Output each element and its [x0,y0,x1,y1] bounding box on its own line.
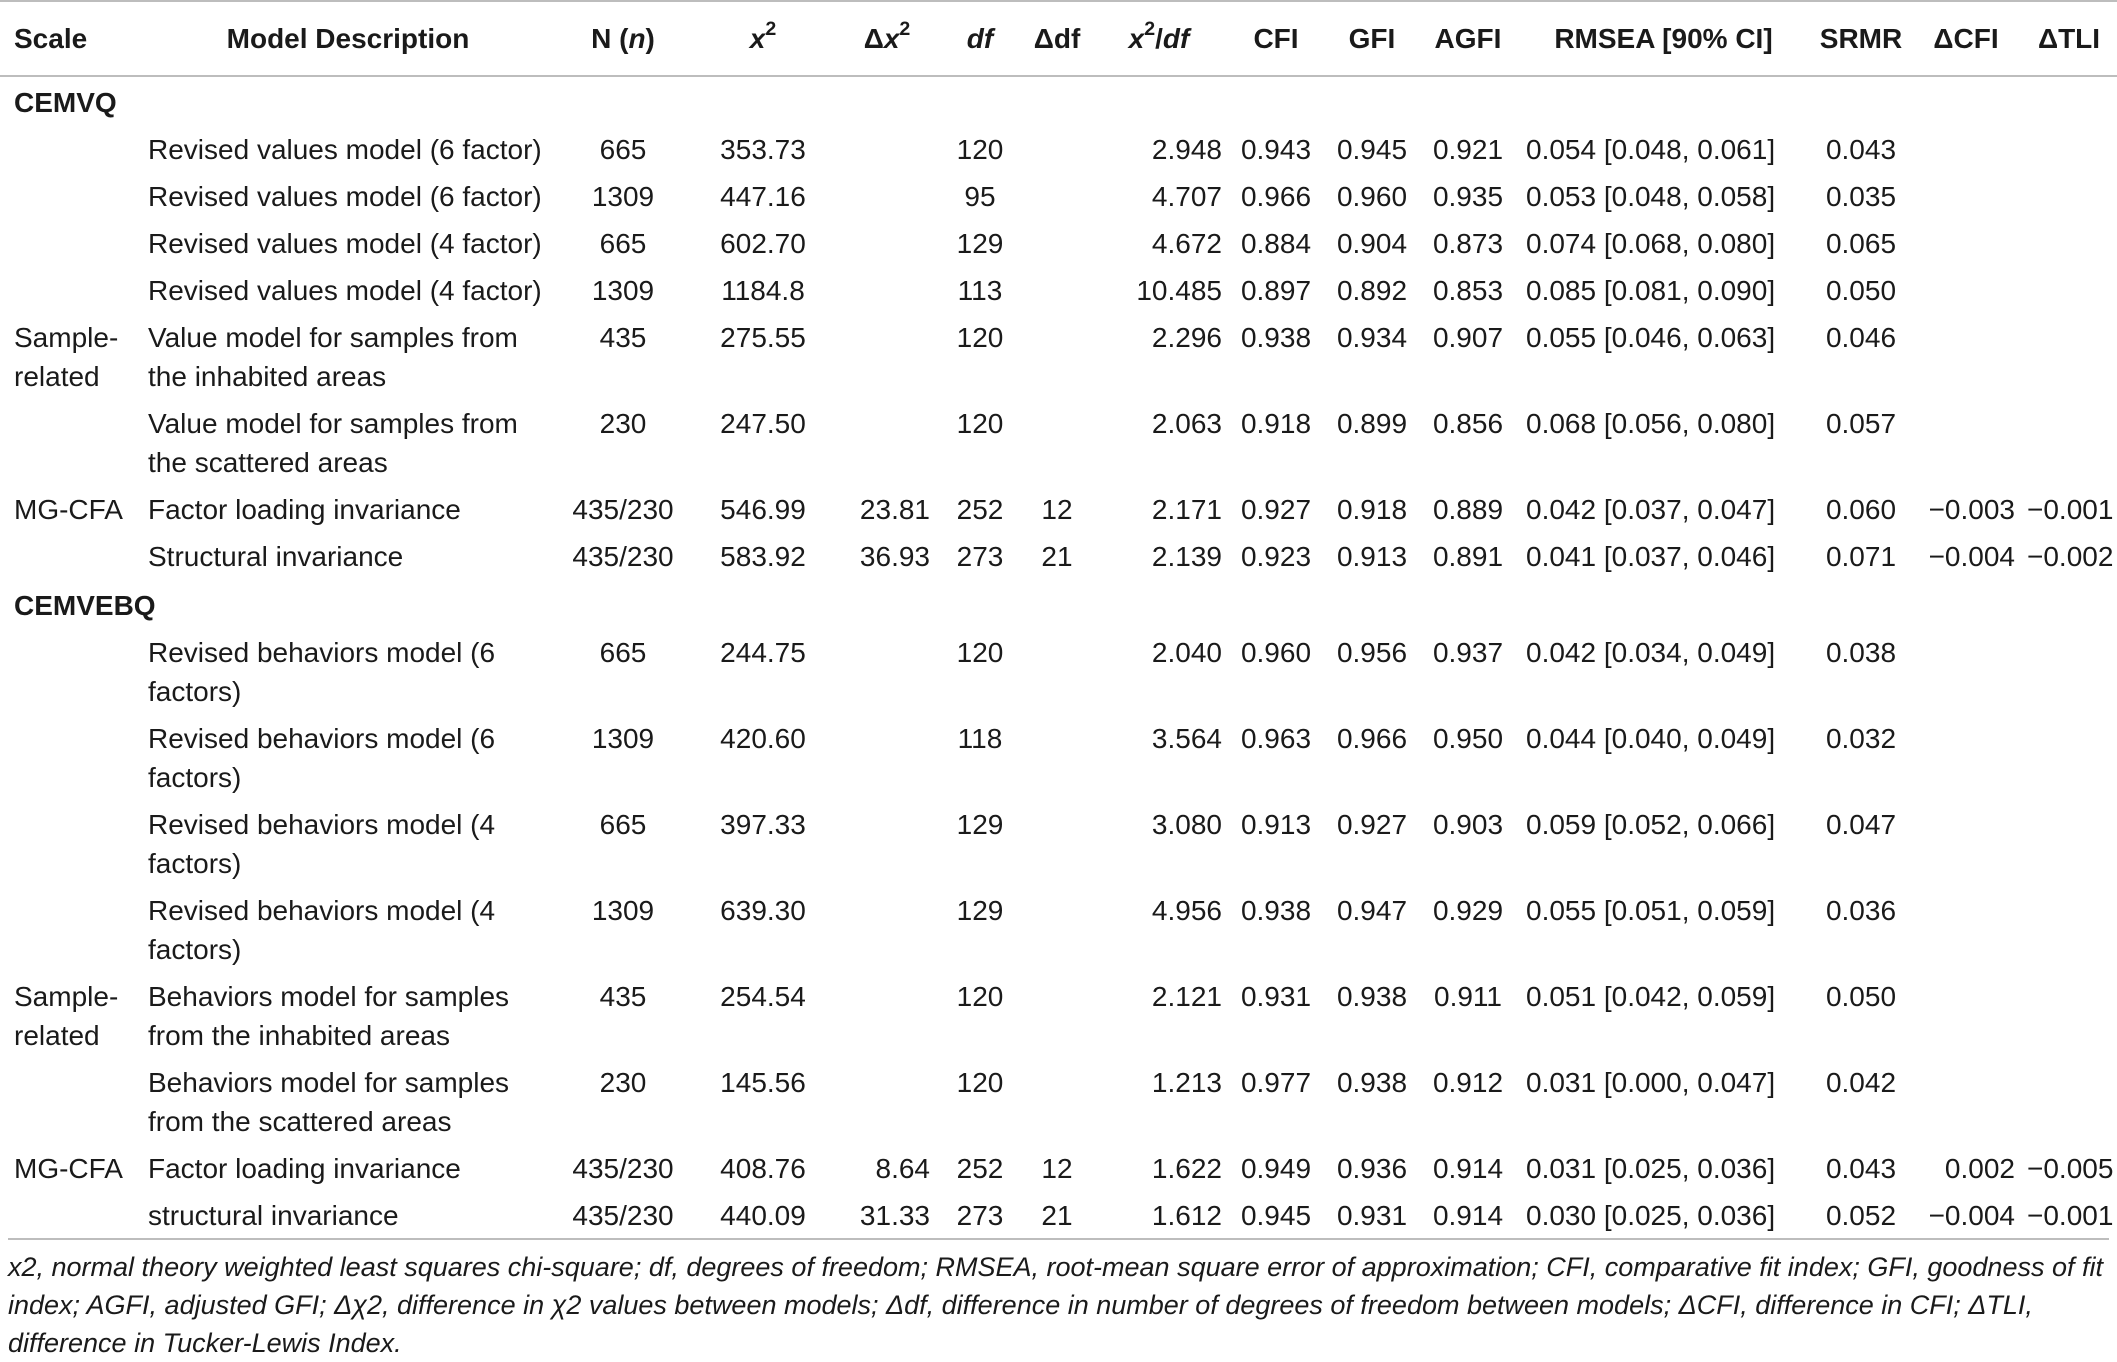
table-row [0,973,2117,1059]
cell-delta-cfi: 0.002 [1944,1153,2015,1184]
col-header-delta-chi2: $\Delta x^2$ [838,1,936,76]
section-label: CEMVEBQ [14,590,156,621]
cell-delta-df: 21 [1041,1200,1073,1231]
cell-scale: MG-CFA [14,1153,123,1184]
table-row [0,126,2117,173]
section-label: CEMVQ [14,87,117,118]
cell-delta-chi2 [838,801,936,887]
cell-agfi: 0.891 [1432,541,1504,572]
cell-srmr: 0.071 [1825,541,1897,572]
cell-delta-cfi [1911,400,2021,486]
cell-df: 129 [956,895,1004,926]
cell-delta-tli: −0.001 [2027,1200,2114,1231]
cell-delta-df [1024,400,1090,486]
cell-model: Behaviors model for samples from the scattered areas [148,1067,510,1137]
cell-delta-tli [2021,887,2117,973]
col-header-n: N (n) [558,1,688,76]
cell-agfi: 0.903 [1432,809,1504,840]
cell-delta-chi2 [838,887,936,973]
cell-df: 120 [956,134,1004,165]
cell-delta-cfi [1911,267,2021,314]
cell-delta-df [1024,1059,1090,1145]
cell-model: Factor loading invariance [148,494,461,525]
table-row [0,1059,2117,1145]
cell-n: 230 [599,1067,647,1098]
cell-cfi: 0.960 [1240,637,1312,668]
cell-delta-df [1024,126,1090,173]
cell-cfi: 0.977 [1240,1067,1312,1098]
cell-chi2-df: 1.612 [1151,1200,1222,1231]
cell-model: structural invariance [148,1200,399,1231]
cell-rmsea: 0.031 [0.025, 0.036] [1526,1153,1776,1184]
cell-delta-tli [2021,1059,2117,1145]
cell-delta-cfi [1911,715,2021,801]
cell-rmsea: 0.031 [0.000, 0.047] [1526,1067,1776,1098]
cell-srmr: 0.060 [1825,494,1897,525]
cell-delta-tli [2021,801,2117,887]
cell-cfi: 0.884 [1240,228,1312,259]
cell-delta-cfi [1911,173,2021,220]
cell-delta-cfi [1911,1059,2021,1145]
cell-agfi: 0.929 [1432,895,1504,926]
cell-rmsea: 0.053 [0.048, 0.058] [1526,181,1776,212]
cell-chi2: 583.92 [720,541,806,572]
cell-scale [0,629,138,715]
col-header-delta-tli: ΔTLI [2021,1,2117,76]
cell-srmr: 0.057 [1825,408,1897,439]
cell-chi2-df: 2.171 [1151,494,1222,525]
cell-delta-df [1024,267,1090,314]
cell-chi2: 639.30 [720,895,806,926]
cell-srmr: 0.032 [1825,723,1897,754]
cell-srmr: 0.052 [1825,1200,1897,1231]
cell-n: 1309 [591,181,655,212]
cell-delta-tli [2021,220,2117,267]
col-header-df: df [936,1,1024,76]
cell-gfi: 0.960 [1336,181,1408,212]
cell-chi2: 145.56 [720,1067,806,1098]
cell-rmsea: 0.055 [0.046, 0.063] [1526,322,1776,353]
cell-srmr: 0.046 [1825,322,1897,353]
col-header-chi2: $x^2$ [688,1,838,76]
cell-agfi: 0.907 [1432,322,1504,353]
cell-delta-cfi [1911,973,2021,1059]
cell-delta-chi2 [838,973,936,1059]
cell-delta-df [1024,173,1090,220]
cell-gfi: 0.931 [1336,1200,1408,1231]
cell-srmr: 0.043 [1825,134,1897,165]
cell-n: 1309 [591,895,655,926]
cell-scale [0,887,138,973]
cell-srmr: 0.036 [1825,895,1897,926]
cell-df: 273 [956,541,1004,572]
cell-chi2-df: 1.213 [1151,1067,1222,1098]
table-row [0,486,2117,533]
cell-agfi: 0.853 [1432,275,1504,306]
cell-df: 120 [956,637,1004,668]
cell-delta-cfi: −0.004 [1928,541,2015,572]
cell-srmr: 0.038 [1825,637,1897,668]
cell-delta-chi2: 31.33 [859,1200,930,1231]
cell-delta-tli [2021,126,2117,173]
table-row [0,715,2117,801]
cell-rmsea: 0.042 [0.034, 0.049] [1526,637,1776,668]
table-header [0,1,2117,76]
cell-scale [0,1192,138,1239]
cell-scale [0,1059,138,1145]
cell-chi2: 353.73 [720,134,806,165]
cell-agfi: 0.935 [1432,181,1504,212]
cell-delta-chi2: 23.81 [859,494,930,525]
cell-gfi: 0.938 [1336,1067,1408,1098]
cell-chi2-df: 10.485 [1136,275,1222,306]
cell-cfi: 0.945 [1240,1200,1312,1231]
cell-cfi: 0.897 [1240,275,1312,306]
cell-delta-chi2: 8.64 [875,1153,930,1184]
cell-delta-df [1024,973,1090,1059]
cell-delta-tli [2021,314,2117,400]
cell-cfi: 0.931 [1240,981,1312,1012]
cell-delta-tli [2021,267,2117,314]
cell-cfi: 0.963 [1240,723,1312,754]
cell-rmsea: 0.054 [0.048, 0.061] [1526,134,1776,165]
cell-cfi: 0.927 [1240,494,1312,525]
cell-n: 435/230 [572,541,674,572]
cell-chi2: 447.16 [720,181,806,212]
cell-delta-chi2 [838,220,936,267]
cell-cfi: 0.923 [1240,541,1312,572]
cell-delta-chi2 [838,173,936,220]
cell-delta-cfi [1911,126,2021,173]
cell-n: 1309 [591,723,655,754]
cell-agfi: 0.873 [1432,228,1504,259]
cell-delta-df [1024,715,1090,801]
cell-gfi: 0.913 [1336,541,1408,572]
cell-delta-tli [2021,173,2117,220]
cell-delta-df [1024,220,1090,267]
col-header-gfi: GFI [1324,1,1420,76]
table-row [0,314,2117,400]
cell-n: 435 [599,322,647,353]
table-row [0,1192,2117,1239]
cell-chi2: 420.60 [720,723,806,754]
cell-gfi: 0.934 [1336,322,1408,353]
table-row [0,533,2117,580]
cell-gfi: 0.892 [1336,275,1408,306]
cell-chi2-df: 4.672 [1151,228,1222,259]
cell-gfi: 0.956 [1336,637,1408,668]
cell-gfi: 0.945 [1336,134,1408,165]
cell-agfi: 0.921 [1432,134,1504,165]
cell-gfi: 0.966 [1336,723,1408,754]
cell-delta-tli: −0.005 [2027,1153,2114,1184]
cell-agfi: 0.914 [1432,1153,1504,1184]
cell-model: Revised behaviors model (4 factors) [148,809,496,879]
col-header-agfi: AGFI [1420,1,1516,76]
cell-delta-tli: −0.002 [2027,541,2114,572]
cell-delta-df [1024,314,1090,400]
cell-n: 665 [599,134,647,165]
cell-srmr: 0.042 [1825,1067,1897,1098]
cell-chi2: 546.99 [720,494,806,525]
cell-chi2-df: 2.121 [1151,981,1222,1012]
section-row [0,76,2117,126]
cell-chi2-df: 2.063 [1151,408,1222,439]
cell-rmsea: 0.068 [0.056, 0.080] [1526,408,1776,439]
cell-delta-cfi [1911,887,2021,973]
cell-n: 1309 [591,275,655,306]
cell-srmr: 0.050 [1825,275,1897,306]
cell-df: 120 [956,408,1004,439]
cell-agfi: 0.889 [1432,494,1504,525]
table-row [0,1145,2117,1192]
cell-srmr: 0.050 [1825,981,1897,1012]
table-footnote: x2, normal theory weighted least squares chi-square; df, degrees of freedom; RMSEA, root-mean square error of approximation; CFI, comparative fit index; GFI, goodness of fit index; AGFI, adjusted GFI; Δχ2, difference in χ2 values between models; Δdf, difference in number of degrees of freedom between models; ΔCFI, difference in CFI; ΔTLI, difference in Tucker-Lewis Index. [8,1238,2109,1362]
cell-model: Revised behaviors model (4 factors) [148,895,496,965]
cell-chi2: 440.09 [720,1200,806,1231]
cell-delta-chi2 [838,267,936,314]
cell-delta-df: 12 [1041,494,1073,525]
cell-cfi: 0.966 [1240,181,1312,212]
cell-df: 252 [956,494,1004,525]
cell-n: 435 [599,981,647,1012]
cell-n: 435/230 [572,1153,674,1184]
cell-model: Revised values model (6 factor) [148,181,542,212]
cell-agfi: 0.911 [1434,981,1502,1012]
cell-chi2: 275.55 [720,322,806,353]
table-row [0,887,2117,973]
cell-rmsea: 0.085 [0.081, 0.090] [1526,275,1776,306]
col-header-cfi: CFI [1228,1,1324,76]
cell-chi2-df: 4.707 [1151,181,1222,212]
table-row [0,801,2117,887]
cell-delta-cfi [1911,801,2021,887]
cell-delta-df [1024,629,1090,715]
cell-cfi: 0.938 [1240,322,1312,353]
cell-df: 118 [957,723,1003,754]
cell-srmr: 0.035 [1825,181,1897,212]
cell-rmsea: 0.042 [0.037, 0.047] [1526,494,1776,525]
cell-model: Revised values model (4 factor) [148,228,542,259]
table-row [0,629,2117,715]
cell-cfi: 0.938 [1240,895,1312,926]
cell-chi2: 1184.8 [721,275,805,306]
cell-cfi: 0.913 [1240,809,1312,840]
cell-gfi: 0.927 [1336,809,1408,840]
col-header-srmr: SRMR [1811,1,1911,76]
cell-rmsea: 0.051 [0.042, 0.059] [1526,981,1776,1012]
cell-agfi: 0.856 [1432,408,1504,439]
cell-agfi: 0.912 [1432,1067,1504,1098]
cell-delta-cfi: −0.003 [1928,494,2015,525]
cell-delta-chi2 [838,126,936,173]
cell-agfi: 0.950 [1432,723,1504,754]
cell-rmsea: 0.074 [0.068, 0.080] [1526,228,1776,259]
cell-delta-chi2: 36.93 [859,541,930,572]
cell-df: 129 [956,228,1004,259]
cell-rmsea: 0.044 [0.040, 0.049] [1526,723,1776,754]
cell-chi2-df: 1.622 [1151,1153,1222,1184]
cell-n: 435/230 [572,1200,674,1231]
cell-chi2: 408.76 [720,1153,806,1184]
cell-df: 113 [957,275,1003,306]
cell-scale [0,126,138,173]
cell-delta-chi2 [838,1059,936,1145]
cell-chi2-df: 2.139 [1151,541,1222,572]
cell-delta-cfi [1911,629,2021,715]
cell-chi2: 397.33 [720,809,806,840]
cell-delta-chi2 [838,629,936,715]
col-header-model: Model Description [138,1,558,76]
cell-delta-chi2 [838,314,936,400]
cell-srmr: 0.047 [1825,809,1897,840]
cell-df: 120 [956,1067,1004,1098]
cell-scale [0,220,138,267]
cell-scale: Sample-related [14,322,119,392]
cell-df: 273 [956,1200,1004,1231]
col-header-chi2-df: $x^2/df$ [1090,1,1228,76]
cell-scale [0,173,138,220]
cell-delta-df: 21 [1041,541,1073,572]
cell-chi2-df: 2.296 [1151,322,1222,353]
cell-df: 95 [964,181,996,212]
cell-delta-tli [2021,715,2117,801]
col-header-scale: Scale [0,1,138,76]
cell-delta-cfi [1911,314,2021,400]
table-row [0,220,2117,267]
cell-gfi: 0.936 [1336,1153,1408,1184]
section-row [0,580,2117,629]
cell-model: Structural invariance [148,541,404,572]
cell-n: 665 [599,228,647,259]
cell-df: 120 [956,322,1004,353]
cell-n: 665 [599,809,647,840]
cell-delta-df [1024,801,1090,887]
cell-model: Revised behaviors model (6 factors) [148,637,496,707]
cell-chi2: 254.54 [720,981,806,1012]
cell-rmsea: 0.059 [0.052, 0.066] [1526,809,1776,840]
cell-gfi: 0.899 [1336,408,1408,439]
cell-rmsea: 0.030 [0.025, 0.036] [1526,1200,1776,1231]
cell-chi2: 602.70 [720,228,806,259]
cell-chi2: 247.50 [720,408,806,439]
cell-scale [0,801,138,887]
cell-scale [0,400,138,486]
cell-chi2: 244.75 [720,637,806,668]
cell-delta-tli [2021,400,2117,486]
cell-df: 120 [956,981,1004,1012]
cell-model: Behaviors model for samples from the inhabited areas [148,981,510,1051]
cell-srmr: 0.065 [1825,228,1897,259]
cell-cfi: 0.943 [1240,134,1312,165]
cell-model: Value model for samples from the inhabited areas [148,322,518,392]
col-header-delta-cfi: ΔCFI [1911,1,2021,76]
cell-df: 129 [956,809,1004,840]
cell-rmsea: 0.041 [0.037, 0.046] [1526,541,1776,572]
cell-delta-cfi: −0.004 [1928,1200,2015,1231]
cell-gfi: 0.947 [1336,895,1408,926]
table-body [0,76,2117,1239]
cell-scale [0,715,138,801]
table-row [0,173,2117,220]
col-header-delta-df: Δdf [1024,1,1090,76]
cell-srmr: 0.043 [1825,1153,1897,1184]
cell-model: Revised behaviors model (6 factors) [148,723,496,793]
cell-delta-df [1024,887,1090,973]
cell-gfi: 0.938 [1336,981,1408,1012]
cell-scale [0,267,138,314]
cell-delta-tli: −0.001 [2027,494,2114,525]
cell-delta-cfi [1911,220,2021,267]
cell-model: Revised values model (6 factor) [148,134,542,165]
cell-scale: MG-CFA [14,494,123,525]
cell-scale: Sample-related [14,981,119,1051]
cell-model: Factor loading invariance [148,1153,461,1184]
cell-chi2-df: 3.564 [1151,723,1222,754]
cell-scale [0,533,138,580]
cell-agfi: 0.937 [1432,637,1504,668]
cell-delta-tli [2021,973,2117,1059]
cell-n: 435/230 [572,494,674,525]
cell-df: 252 [956,1153,1004,1184]
cell-delta-chi2 [838,715,936,801]
cell-gfi: 0.904 [1336,228,1408,259]
col-header-rmsea: RMSEA [90% CI] [1516,1,1811,76]
cell-model: Revised values model (4 factor) [148,275,542,306]
cell-chi2-df: 3.080 [1151,809,1222,840]
table-row [0,400,2117,486]
table-row [0,267,2117,314]
cell-chi2-df: 2.040 [1151,637,1222,668]
cell-chi2-df: 4.956 [1151,895,1222,926]
cell-rmsea: 0.055 [0.051, 0.059] [1526,895,1776,926]
cell-delta-df: 12 [1041,1153,1073,1184]
cell-cfi: 0.949 [1240,1153,1312,1184]
cell-cfi: 0.918 [1240,408,1312,439]
cell-chi2-df: 2.948 [1151,134,1222,165]
cell-agfi: 0.914 [1432,1200,1504,1231]
cell-n: 665 [599,637,647,668]
cell-gfi: 0.918 [1336,494,1408,525]
cell-delta-tli [2021,629,2117,715]
cell-n: 230 [599,408,647,439]
cell-model: Value model for samples from the scattered areas [148,408,518,478]
cell-delta-chi2 [838,400,936,486]
